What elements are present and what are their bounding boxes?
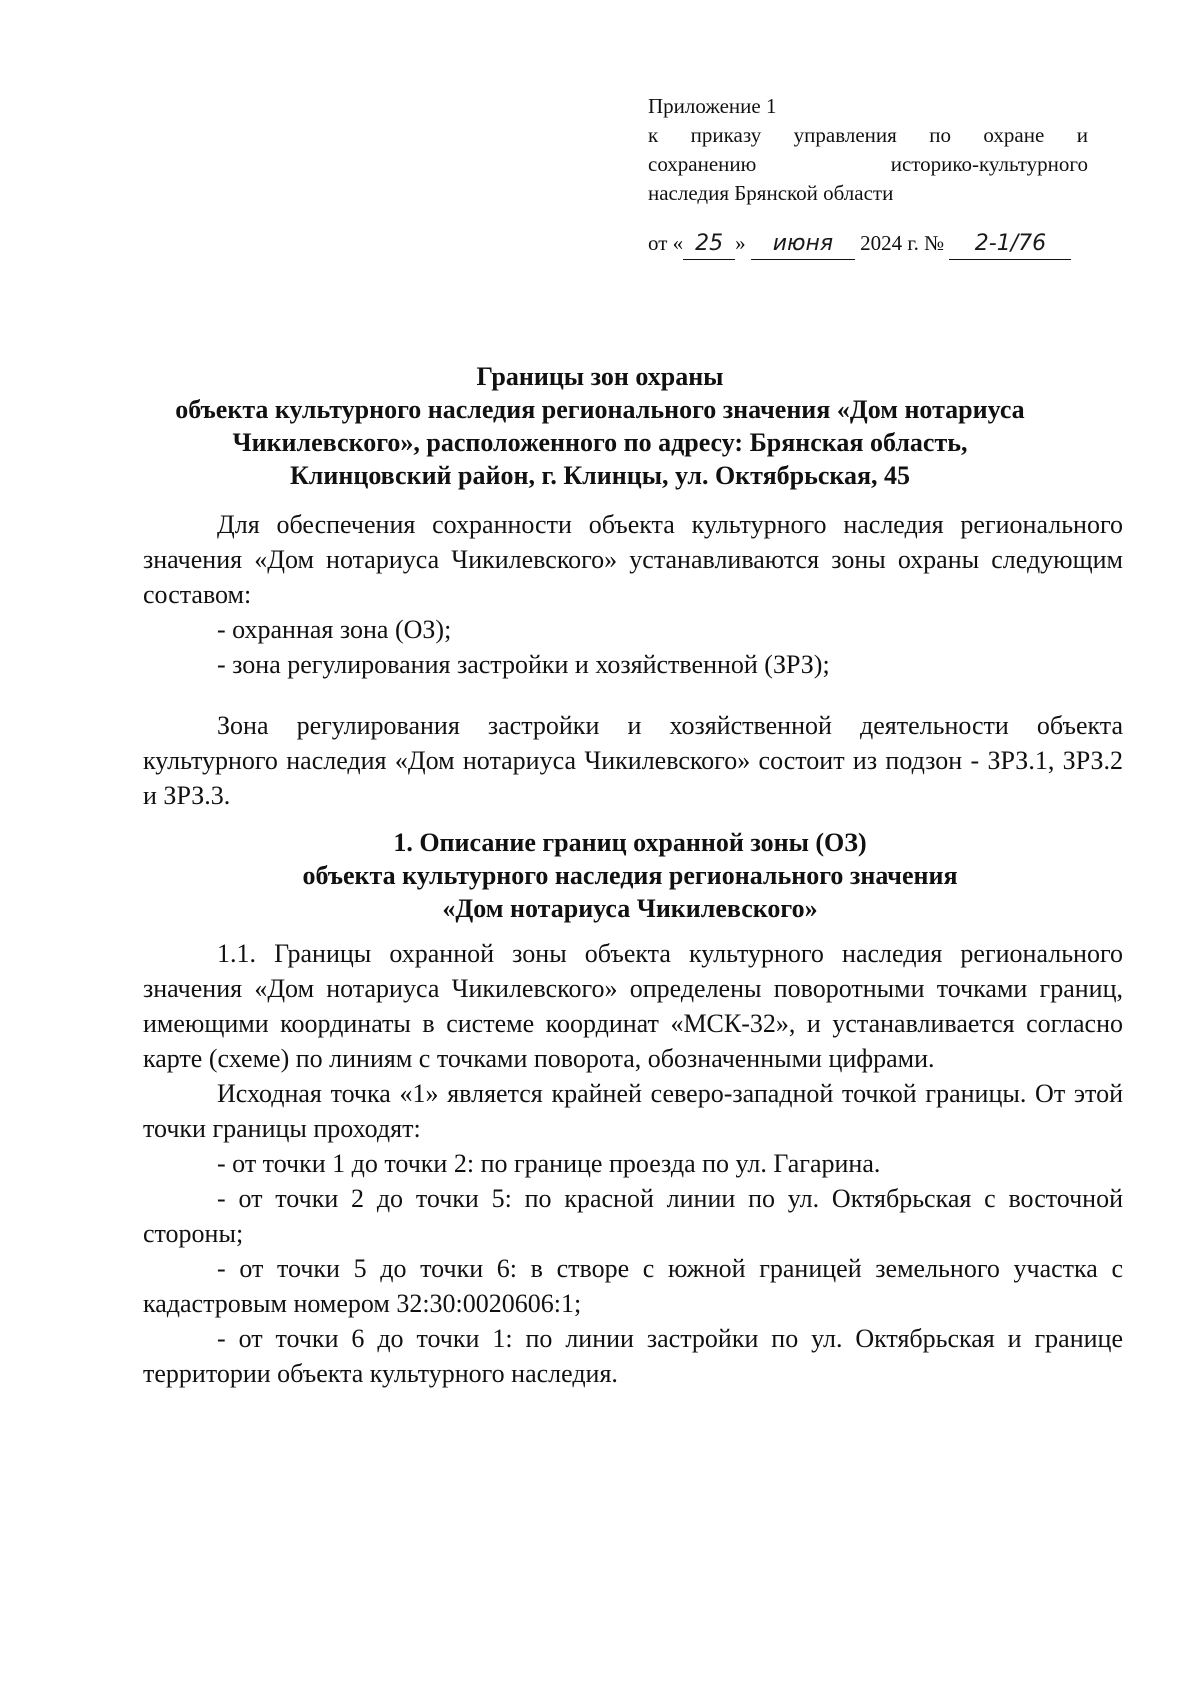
section-title-line: объекта культурного наследия регионального значения — [302, 861, 958, 890]
title-line: Чикилевского», расположенного по адресу: Брянская область, — [232, 428, 968, 457]
boundary-list-item: - от точки 2 до точки 5: по красной линии по ул. Октябрьская с восточной стороны; — [143, 1184, 1123, 1248]
order-number: 2-1/76 — [949, 229, 1071, 260]
appendix-line: наследия Брянской области — [648, 181, 894, 205]
boundary-list-item: - от точки 1 до точки 2: по границе проезда по ул. Гагарина. — [217, 1149, 881, 1178]
intro-paragraph: Для обеспечения сохранности объекта культурного наследия регионального значения «Дом нотариуса Чикилевского» устанавливаются зоны охраны следующим составом: — [143, 510, 1123, 609]
section-paragraph: Исходная точка «1» является крайней северо-западной точкой границы. От этой точки границы проходят: — [143, 1079, 1123, 1143]
order-month: июня — [751, 229, 855, 260]
title-line: Клинцовский район, г. Клинцы, ул. Октябрьская, 45 — [289, 461, 911, 490]
order-day: 25 — [683, 229, 735, 260]
appendix-line: к приказу управления по охране и — [648, 123, 1088, 147]
zone-list-item: - охранная зона (ОЗ); — [217, 615, 452, 644]
order-mid: » — [735, 231, 746, 255]
section-1-title — [140, 826, 1120, 925]
appendix-number: Приложение 1 — [648, 94, 777, 118]
section-title-line: «Дом нотариуса Чикилевского» — [442, 894, 818, 923]
section-1-body — [143, 936, 1123, 1391]
appendix-header — [648, 92, 1088, 208]
order-year: 2024 г. № — [860, 231, 945, 255]
boundary-list-item: - от точки 6 до точки 1: по линии застройки по ул. Октябрьская и границе территории объекта культурного наследия. — [143, 1324, 1123, 1388]
order-date-line — [648, 228, 1108, 260]
boundary-list-item: - от точки 5 до точки 6: в створе с южной границей земельного участка с кадастровым номером 32:30:0020606:1; — [143, 1254, 1123, 1318]
subzone-block — [143, 708, 1123, 813]
title-line: объекта культурного наследия регионального значения «Дом нотариуса — [175, 395, 1025, 424]
subzone-paragraph: Зона регулирования застройки и хозяйственной деятельности объекта культурного наследия «Дом нотариуса Чикилевского» состоит из подзон - ЗРЗ.1, ЗРЗ.2 и ЗРЗ.3. — [143, 711, 1123, 810]
section-title-line: 1. Описание границ охранной зоны (ОЗ) — [393, 828, 867, 857]
section-paragraph: 1.1. Границы охранной зоны объекта культурного наследия регионального значения «Дом нотариуса Чикилевского» определены поворотными точками границ, имеющими координаты в системе координат «МСК-32», и устанавливается согласно карте (схеме) по линиям с точками поворота, обозначенными цифрами. — [143, 939, 1123, 1073]
title-line: Границы зон охраны — [476, 362, 724, 391]
zone-list-item: - зона регулирования застройки и хозяйственной (ЗРЗ); — [217, 650, 830, 679]
document-title — [130, 360, 1070, 492]
order-prefix: от « — [648, 231, 684, 255]
intro-block — [143, 507, 1123, 682]
appendix-line: сохранению историко-культурного — [648, 152, 1088, 176]
